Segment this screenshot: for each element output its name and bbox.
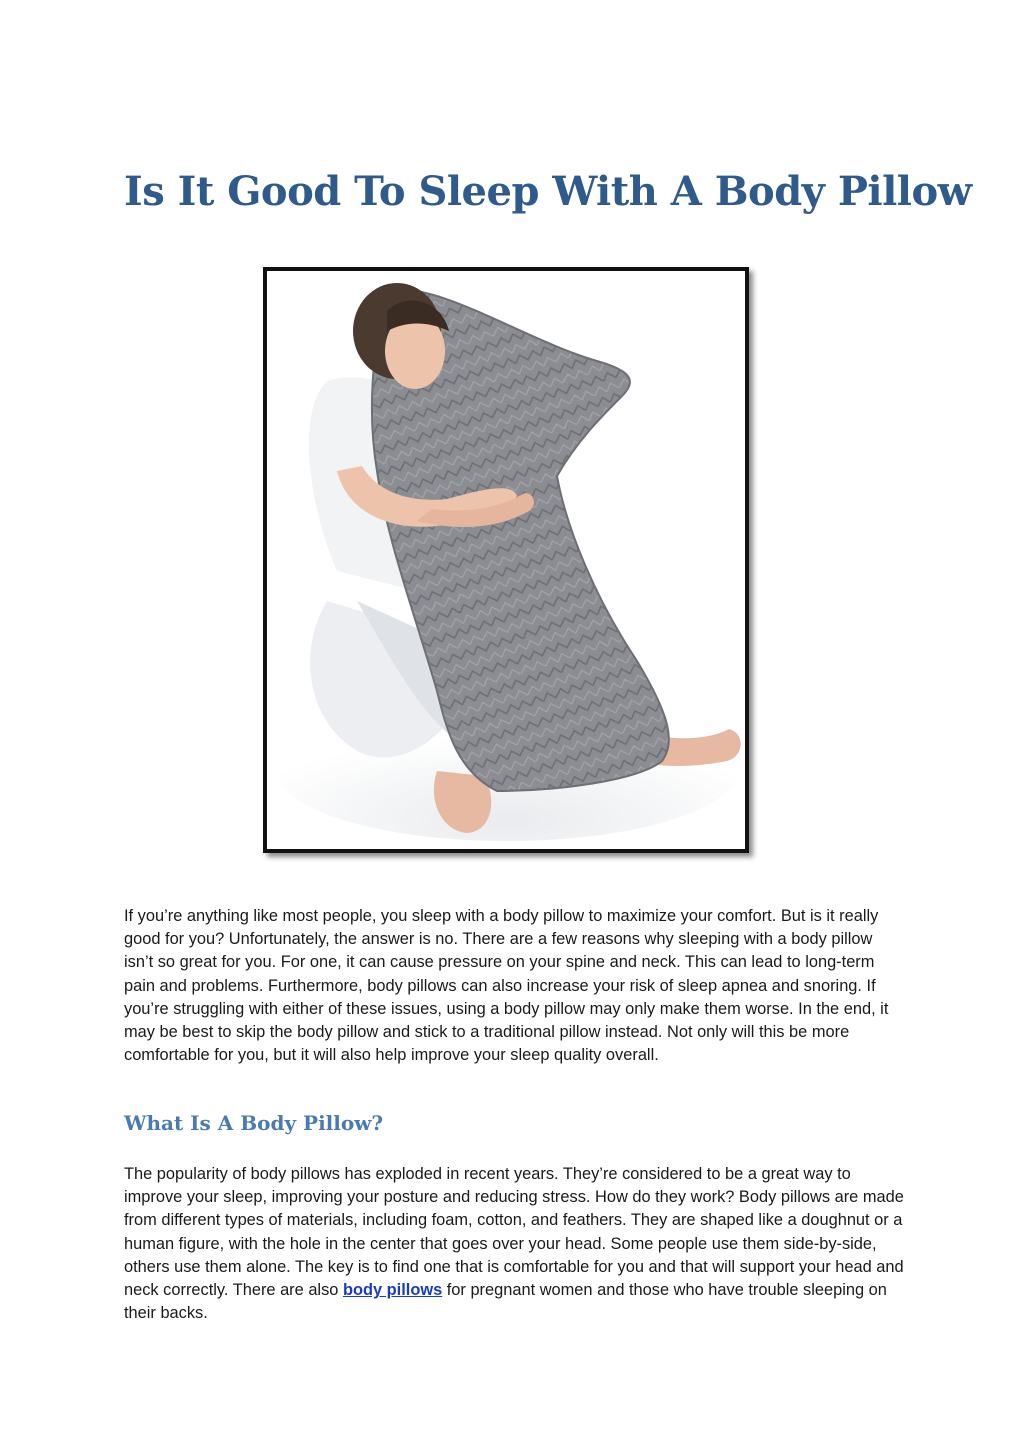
section-heading: What Is A Body Pillow? <box>124 1111 384 1135</box>
intro-paragraph: If you’re anything like most people, you sleep with a body pillow to maximize your comfort. But is it really good for you? Unfortunately, the answer is no. There are a few reasons why sleeping with a body pillow isn’t so great for you. For one, it can cause pressure on your spine and neck. This can lead to long-term pain and problems. Furthermore, body pillows can also increase your risk of sleep apnea and snoring. If you’re struggling with either of these issues, using a body pillow may only make them worse. In the end, it may be best to skip the body pillow and stick to a traditional pillow instead. Not only will this be more comfortable for you, but it will also help improve your sleep quality overall. <box>124 907 889 1065</box>
section-text-before-link: The popularity of body pillows has exploded in recent years. They’re considered to be a great way to improve your sleep, improving your posture and reducing stress. How do they work? Body pillows are made from different types of materials, including foam, cotton, and feathers. They are shaped like a doughnut or a human figure, with the hole in the center that goes over your head. Some people use them side-by-side, others use them alone. The key is to find one that is comfortable for you and that will support your head and neck correctly. There are also <box>124 1165 904 1300</box>
section-text-after-link: for pregnant women and those who have trouble sleeping on their backs. <box>124 1281 887 1323</box>
pillow-hug-photo-icon <box>267 271 745 849</box>
body-pillows-link[interactable]: body pillows <box>342 1281 443 1300</box>
page-title: Is It Good To Sleep With A Body Pillow <box>124 168 972 215</box>
pillow-hug-photo <box>263 267 749 853</box>
section-paragraph <box>124 1163 904 1325</box>
